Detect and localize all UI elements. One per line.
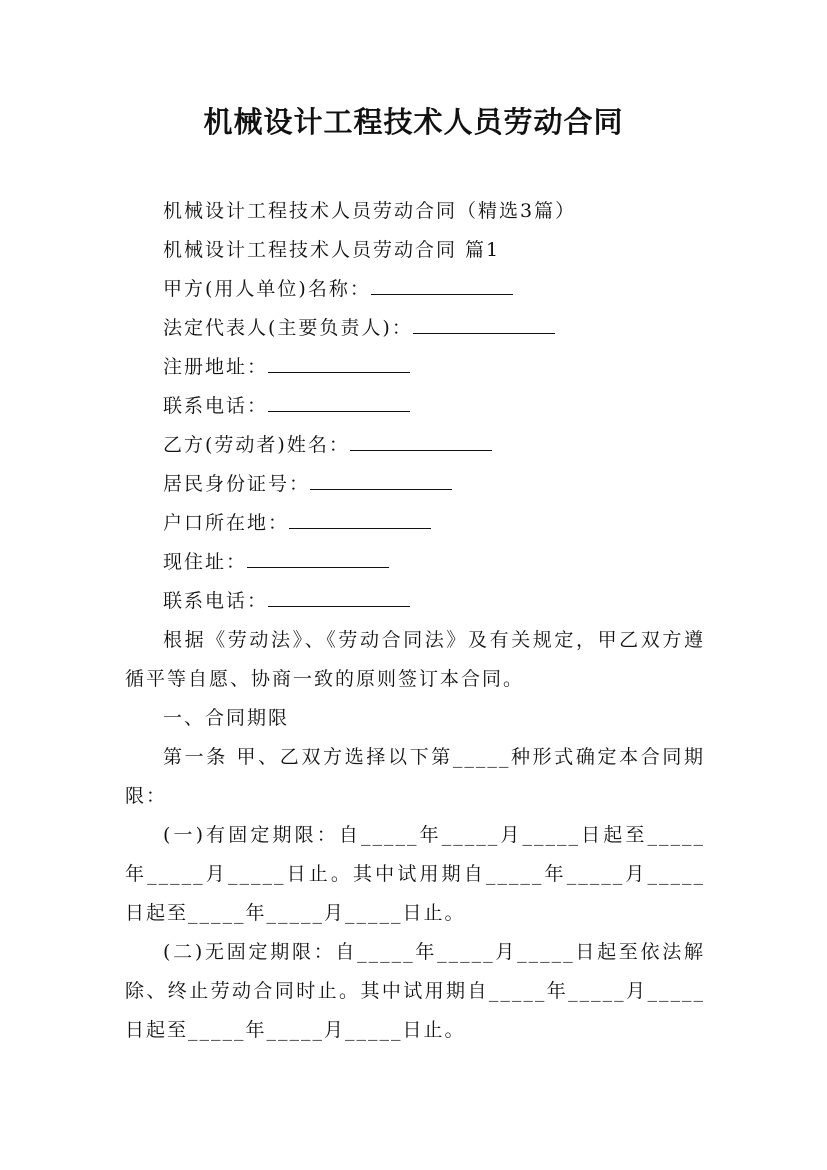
blank-line [268, 582, 410, 607]
field-label: 法定代表人(主要负责人)： [163, 317, 413, 339]
field-legal-representative [125, 309, 705, 348]
document-title: 机械设计工程技术人员劳动合同 [203, 105, 624, 139]
field-id-number [125, 465, 705, 504]
field-household-registration [125, 504, 705, 543]
blank-line [413, 309, 555, 334]
blank-line [350, 426, 492, 451]
section-contract-term: 一、合同期限 [163, 707, 290, 729]
field-label: 注册地址： [163, 356, 269, 378]
subtitle-line: 机械设计工程技术人员劳动合同（精选3篇） [163, 200, 577, 222]
section-heading: 机械设计工程技术人员劳动合同 篇1 [163, 239, 501, 261]
field-label: 联系电话： [163, 395, 269, 417]
field-label: 乙方(劳动者)姓名： [163, 434, 350, 456]
field-current-address [125, 543, 705, 582]
field-label: 甲方(用人单位)名称： [163, 278, 371, 300]
paragraph-article-1: 第一条 甲、乙双方选择以下第_____种形式确定本合同期限： [125, 746, 705, 807]
document-body [125, 192, 705, 1050]
field-employee-phone [125, 582, 705, 621]
field-label: 现住址： [163, 551, 248, 573]
paragraph-preamble: 根据《劳动法》、《劳动合同法》及有关规定，甲乙双方遵循平等自愿、协商一致的原则签订本合同。 [125, 629, 705, 690]
blank-line [371, 270, 513, 295]
field-label: 联系电话： [163, 590, 269, 612]
blank-line [310, 465, 452, 490]
blank-line [268, 348, 410, 373]
field-registered-address [125, 348, 705, 387]
field-employee-name [125, 426, 705, 465]
blank-line [268, 387, 410, 412]
field-employer-phone [125, 387, 705, 426]
field-label: 居民身份证号： [163, 473, 311, 495]
blank-line [247, 543, 389, 568]
blank-line [289, 504, 431, 529]
paragraph-fixed-term: (一)有固定期限：自_____年_____月_____日起至_____年_____月_____日止。其中试用期自_____年_____月_____日起至_____年_____月_____日止。 [125, 824, 705, 924]
field-label: 户口所在地： [163, 512, 290, 534]
paragraph-open-term: (二)无固定期限：自_____年_____月_____日起至依法解除、终止劳动合同时止。其中试用期自_____年_____月_____日起至_____年_____月_____日止。 [125, 941, 705, 1041]
field-employer-name [125, 270, 705, 309]
